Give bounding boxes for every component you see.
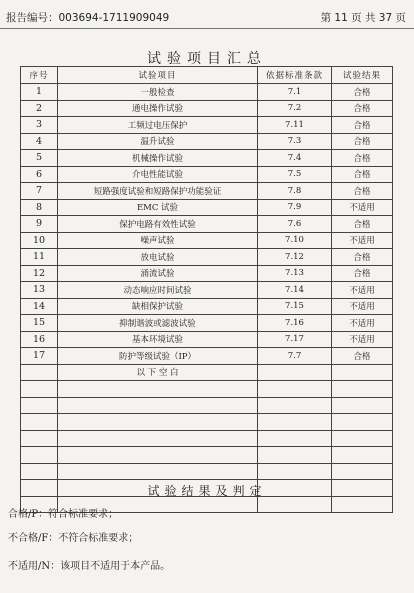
empty-cell [21, 463, 58, 480]
cell-no: 14 [21, 298, 58, 315]
empty-cell [332, 463, 393, 480]
empty-cell [21, 414, 58, 431]
table-row [21, 265, 393, 282]
empty-cell [21, 430, 58, 447]
cell-result: 合格 [332, 117, 393, 134]
cell-result: 不适用 [332, 315, 393, 332]
page-title: 试验项目汇总 [147, 51, 267, 67]
cell-item: 防护等级试验（IP） [58, 348, 258, 365]
table-row [21, 282, 393, 299]
cell-clause: 7.15 [258, 298, 332, 315]
cell-result: 不适用 [332, 331, 393, 348]
cell-no: 16 [21, 331, 58, 348]
cell-clause: 7.9 [258, 199, 332, 216]
table-row [21, 298, 393, 315]
empty-cell [21, 397, 58, 414]
cell-clause: 7.4 [258, 150, 332, 167]
cell-item: 放电试验 [58, 249, 258, 266]
page-header [6, 8, 406, 26]
table-row [21, 117, 393, 134]
cell-item: 机械操作试验 [58, 150, 258, 167]
cell-result: 合格 [332, 216, 393, 233]
cell-no: 6 [21, 166, 58, 183]
empty-cell [258, 364, 332, 381]
summary-table-wrap [20, 66, 392, 513]
table-body [21, 84, 393, 513]
cell-item: 短路强度试验和短路保护功能验证 [58, 183, 258, 200]
table-row [21, 100, 393, 117]
report-number: 报告编号：003694-1711909049 [6, 12, 170, 24]
table-row [21, 133, 393, 150]
summary-table [20, 66, 393, 513]
cell-no: 12 [21, 265, 58, 282]
table-row [21, 249, 393, 266]
legend-pass: 合格/P：符合标准要求； [8, 509, 119, 520]
empty-cell [258, 447, 332, 464]
cell-item: 缺相保护试验 [58, 298, 258, 315]
cell-clause: 7.12 [258, 249, 332, 266]
empty-cell [58, 381, 258, 398]
table-row [21, 232, 393, 249]
cell-no: 9 [21, 216, 58, 233]
cell-item: 保护电路有效性试验 [58, 216, 258, 233]
cell-no: 3 [21, 117, 58, 134]
table-row [21, 331, 393, 348]
cell-clause: 7.10 [258, 232, 332, 249]
cell-item: 动态响应时间试验 [58, 282, 258, 299]
empty-cell [258, 430, 332, 447]
empty-cell [58, 463, 258, 480]
cell-item: 工频过电压保护 [58, 117, 258, 134]
cell-result: 合格 [332, 183, 393, 200]
column-header-clause: 依据标准条款 [258, 67, 332, 84]
empty-cell [332, 414, 393, 431]
empty-row [21, 463, 393, 480]
empty-cell [58, 397, 258, 414]
table-row-blank-note [21, 364, 393, 381]
empty-cell [58, 414, 258, 431]
table-row [21, 84, 393, 101]
empty-row [21, 447, 393, 464]
cell-no: 4 [21, 133, 58, 150]
cell-result: 不适用 [332, 282, 393, 299]
column-header-result: 试验结果 [332, 67, 393, 84]
cell-item: 涌流试验 [58, 265, 258, 282]
cell-result: 合格 [332, 265, 393, 282]
table-row [21, 216, 393, 233]
empty-cell [258, 397, 332, 414]
column-header-no: 序号 [21, 67, 58, 84]
cell-result: 不适用 [332, 199, 393, 216]
empty-row [21, 430, 393, 447]
table-row [21, 348, 393, 365]
cell-clause: 7.16 [258, 315, 332, 332]
table-row [21, 183, 393, 200]
results-section-title: 试验结果及判定 [147, 484, 267, 498]
cell-item: 噪声试验 [58, 232, 258, 249]
empty-cell [258, 463, 332, 480]
cell-no: 1 [21, 84, 58, 101]
below-blank-note: 以 下 空 白 [58, 364, 258, 381]
table-row [21, 150, 393, 167]
cell-item: 抑制谐波或滤波试验 [58, 315, 258, 332]
cell-result: 合格 [332, 100, 393, 117]
cell-clause: 7.8 [258, 183, 332, 200]
table-row [21, 166, 393, 183]
empty-cell [58, 447, 258, 464]
table-header-row [21, 67, 393, 84]
cell-item: 基本环境试验 [58, 331, 258, 348]
empty-cell [21, 447, 58, 464]
empty-row [21, 397, 393, 414]
cell-item: 介电性能试验 [58, 166, 258, 183]
cell-item: 温升试验 [58, 133, 258, 150]
cell-item: 一般检查 [58, 84, 258, 101]
column-header-item: 试验项目 [58, 67, 258, 84]
cell-clause: 7.14 [258, 282, 332, 299]
empty-cell [332, 364, 393, 381]
cell-result: 合格 [332, 133, 393, 150]
cell-item: 通电操作试验 [58, 100, 258, 117]
cell-clause: 7.7 [258, 348, 332, 365]
cell-result: 合格 [332, 348, 393, 365]
cell-result: 合格 [332, 84, 393, 101]
cell-clause: 7.6 [258, 216, 332, 233]
legend-fail: 不合格/F：不符合标准要求； [8, 533, 139, 544]
page-info: 第 11 页 共 37 页 [320, 12, 406, 24]
cell-clause: 7.5 [258, 166, 332, 183]
cell-result: 合格 [332, 166, 393, 183]
empty-cell [58, 430, 258, 447]
table-row [21, 315, 393, 332]
cell-no: 7 [21, 183, 58, 200]
legend-na: 不适用/N：该项目不适用于本产品。 [8, 561, 171, 572]
empty-cell [258, 414, 332, 431]
cell-no: 15 [21, 315, 58, 332]
cell-clause: 7.17 [258, 331, 332, 348]
table-row [21, 199, 393, 216]
cell-result: 不适用 [332, 232, 393, 249]
cell-no: 8 [21, 199, 58, 216]
cell-no: 2 [21, 100, 58, 117]
empty-cell [332, 397, 393, 414]
cell-no: 11 [21, 249, 58, 266]
cell-item: EMC 试验 [58, 199, 258, 216]
empty-cell [332, 447, 393, 464]
empty-cell [258, 381, 332, 398]
cell-clause: 7.2 [258, 100, 332, 117]
empty-cell [332, 430, 393, 447]
empty-cell [21, 364, 58, 381]
cell-clause: 7.3 [258, 133, 332, 150]
cell-result: 不适用 [332, 298, 393, 315]
empty-cell [332, 381, 393, 398]
cell-no: 5 [21, 150, 58, 167]
empty-cell [21, 381, 58, 398]
cell-no: 13 [21, 282, 58, 299]
empty-row [21, 381, 393, 398]
cell-no: 17 [21, 348, 58, 365]
cell-clause: 7.11 [258, 117, 332, 134]
cell-clause: 7.13 [258, 265, 332, 282]
empty-row [21, 414, 393, 431]
header-rule [0, 28, 414, 29]
cell-no: 10 [21, 232, 58, 249]
cell-result: 合格 [332, 249, 393, 266]
cell-result: 合格 [332, 150, 393, 167]
cell-clause: 7.1 [258, 84, 332, 101]
